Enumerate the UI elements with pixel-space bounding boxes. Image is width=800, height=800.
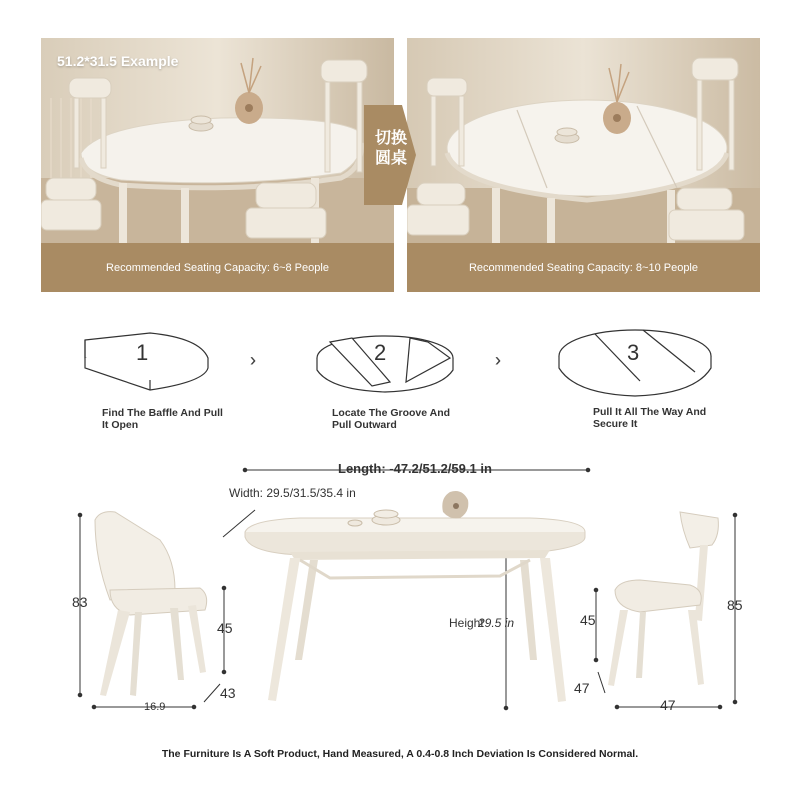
dimension-diagram xyxy=(0,440,800,740)
step-1-caption: Find The Baffle And Pull It Open xyxy=(102,407,223,431)
step-3-caption: Pull It All The Way And Secure It xyxy=(593,406,707,430)
right-chair-seat-height-label: 45 xyxy=(580,612,596,628)
right-chair-width-label: 47 xyxy=(660,697,676,713)
extendable-table-illustration xyxy=(245,491,585,702)
left-chair-depth-label: 43 xyxy=(220,685,236,701)
table-width-label: Width: 29.5/31.5/35.4 in xyxy=(229,486,356,500)
table-height-label: Height xyxy=(449,616,484,630)
left-chair-width-label: 16.9 xyxy=(144,701,166,713)
left-chair-seat-height-label: 45 xyxy=(217,620,233,636)
step-2-number: 2 xyxy=(374,340,387,365)
oval-table-photo-panel xyxy=(41,38,394,292)
round-table-photo xyxy=(407,38,760,243)
table-height-value: 29.5 in xyxy=(478,616,515,630)
size-example-label: 51.2*31.5 Example xyxy=(57,53,179,69)
table-length-label: Length: -47.2/51.2/59.1 in xyxy=(338,461,492,476)
seating-capacity-caption: Recommended Seating Capacity: 6~8 People xyxy=(41,243,394,292)
step-3-number: 3 xyxy=(627,340,640,365)
right-chair-illustration xyxy=(608,512,718,686)
round-table-photo-panel xyxy=(407,38,760,292)
right-chair-height-label: 85 xyxy=(727,597,743,613)
step-1-number: 1 xyxy=(136,340,149,365)
left-chair-illustration xyxy=(95,512,207,696)
step-2-caption: Locate The Groove And Pull Outward xyxy=(332,407,451,431)
right-chair-depth-label: 47 xyxy=(574,680,590,696)
seating-capacity-caption-round: Recommended Seating Capacity: 8~10 People xyxy=(407,243,760,292)
switch-to-round-label: 切换 圆桌 xyxy=(374,130,407,167)
left-chair-height-label: 83 xyxy=(72,594,88,610)
measurement-disclaimer: The Furniture Is A Soft Product, Hand Measured, A 0.4-0.8 Inch Deviation Is Considered Normal. xyxy=(161,748,639,760)
